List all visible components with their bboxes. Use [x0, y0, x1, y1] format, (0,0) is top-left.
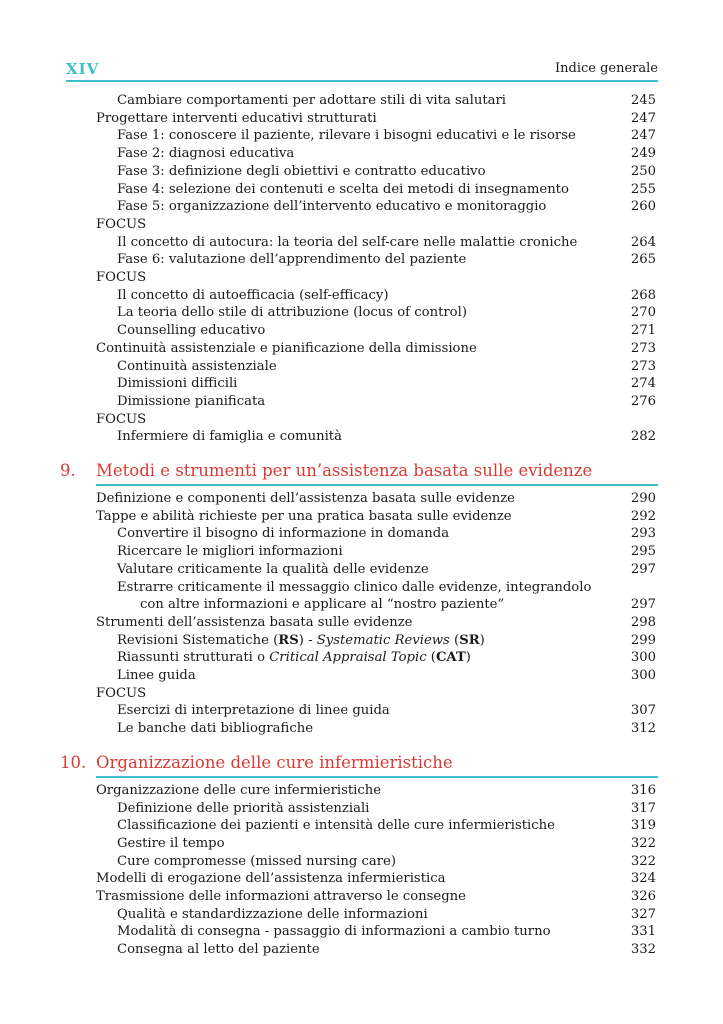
toc-page-number: 319	[630, 818, 656, 834]
toc-entry-title: Fase 4: selezione dei contenuti e scelta dei metodi di insegnamento	[117, 181, 569, 197]
toc-page-number: 307	[630, 703, 656, 719]
toc-entry-title: Trasmissione delle informazioni attraverso le consegne	[96, 889, 466, 904]
toc-entry-title: Fase 5: organizzazione dell’intervento educativo e monitoraggio	[117, 199, 547, 215]
toc-entry-title: Ricercare le migliori informazioni	[117, 544, 343, 560]
toc-entry-title: Dimissioni difficili	[117, 376, 238, 392]
toc-page-number: 298	[630, 614, 656, 630]
toc-page-number: 268	[630, 287, 656, 303]
toc-entry[interactable]	[0, 853, 723, 870]
toc-page-number: 331	[630, 924, 656, 940]
toc-page-number: 317	[630, 800, 656, 816]
toc-entry-title: Fase 2: diagnosi educativa	[117, 146, 295, 162]
toc-entry-title: Fase 1: conoscere il paziente, rilevare i bisogni educativi e le risorse	[117, 128, 576, 144]
toc-entry[interactable]	[0, 358, 723, 375]
toc-entry[interactable]	[0, 287, 723, 304]
running-title: Indice generale	[555, 61, 658, 76]
toc-entry-title: FOCUS	[96, 216, 147, 232]
toc-entry[interactable]	[0, 322, 723, 339]
toc-entry[interactable]	[0, 508, 723, 525]
toc-entry-title: Revisioni Sistematiche (RS) - Systematic Reviews (SR)	[117, 632, 485, 648]
toc-entry[interactable]	[0, 596, 723, 613]
toc-page-number: 273	[630, 358, 656, 374]
toc-entry-title: Definizione delle priorità assistenziali	[117, 800, 370, 816]
toc-entry-title: FOCUS	[96, 411, 147, 427]
toc-entry-title: Progettare interventi educativi strutturati	[96, 110, 377, 126]
page-header	[66, 60, 658, 80]
toc-page-number: 297	[630, 561, 656, 577]
toc-entry[interactable]	[0, 702, 723, 719]
toc-page-number: 245	[630, 93, 656, 108]
toc-entry[interactable]	[0, 145, 723, 162]
header-rule	[66, 80, 658, 82]
toc-page-number: 293	[630, 526, 656, 542]
toc-entry[interactable]	[0, 906, 723, 923]
toc-page-number: 326	[630, 889, 656, 904]
toc-entry-title: Fase 6: valutazione dell’apprendimento del paziente	[117, 252, 467, 268]
toc-entry[interactable]	[0, 561, 723, 578]
chapter-title: Metodi e strumenti per un’assistenza basata sulle evidenze	[96, 461, 593, 480]
toc-entry[interactable]	[0, 614, 723, 631]
toc-entry-title: Continuità assistenziale	[117, 358, 277, 374]
toc-entry-title: Counselling educativo	[117, 323, 266, 339]
toc-entry-title: FOCUS	[96, 685, 147, 701]
toc-page-number: 324	[630, 871, 656, 887]
toc-entry-title: Dimissione pianificata	[117, 393, 266, 409]
toc-entry-title: Modelli di erogazione dell’assistenza infermieristica	[96, 871, 446, 887]
toc-entry[interactable]	[0, 340, 723, 357]
toc-page-number: 300	[630, 668, 656, 683]
chapter-number: 10.	[60, 752, 87, 772]
toc-entry-title: Riassunti strutturati o Critical Appraisal Topic (CAT)	[117, 650, 471, 666]
chapter-heading	[0, 752, 723, 774]
toc-entry-title: Linee guida	[117, 668, 196, 683]
toc-entry[interactable]	[0, 375, 723, 392]
toc-page-number: 332	[630, 942, 656, 958]
toc-entry[interactable]	[0, 490, 723, 507]
toc-entry-title: Gestire il tempo	[117, 835, 225, 851]
toc-entry[interactable]	[0, 110, 723, 127]
toc-page-number: 276	[630, 393, 656, 409]
toc-page-number: 274	[630, 376, 656, 392]
toc-entry-title: Definizione e componenti dell’assistenza basata sulle evidenze	[96, 491, 515, 506]
toc-entry[interactable]	[0, 667, 723, 684]
toc-entry-title: con altre informazioni e applicare al “nostro paziente”	[140, 597, 505, 613]
toc-page-number: 327	[630, 906, 656, 922]
toc-page-number: 264	[630, 234, 656, 250]
toc-entry[interactable]	[0, 525, 723, 542]
toc-entry-title: FOCUS	[96, 270, 147, 285]
toc-page-number: 322	[630, 835, 656, 851]
toc-entry-title: Valutare criticamente la qualità delle evidenze	[117, 561, 429, 577]
toc-entry-title: Classificazione dei pazienti e intensità delle cure infermieristiche	[117, 818, 555, 834]
toc-page-number: 271	[630, 323, 656, 339]
toc-page-number: 250	[630, 163, 656, 179]
toc-entry[interactable]	[0, 888, 723, 905]
toc-entry[interactable]	[0, 800, 723, 817]
toc-entry-title: Il concetto di autocura: la teoria del self-care nelle malattie croniche	[117, 234, 578, 250]
toc-entry-title: Cambiare comportamenti per adottare stili di vita salutari	[117, 93, 507, 108]
toc-entry-title: Consegna al letto del paziente	[117, 942, 320, 958]
toc-page-number: 290	[630, 491, 656, 506]
toc-page-number: 312	[630, 721, 656, 737]
toc-entry-title: Strumenti dell’assistenza basata sulle evidenze	[96, 614, 413, 630]
chapter-rule	[96, 484, 658, 486]
toc-entry-title: Infermiere di famiglia e comunità	[117, 429, 342, 445]
toc-entry[interactable]	[0, 870, 723, 887]
toc-entry[interactable]	[0, 543, 723, 560]
toc-page-number: 249	[630, 146, 656, 162]
toc-page-number: 260	[630, 199, 656, 215]
toc-page-number: 297	[630, 597, 656, 613]
chapter-heading	[0, 460, 723, 482]
toc-entry[interactable]	[0, 163, 723, 180]
toc-page-number: 247	[630, 110, 656, 126]
toc-page-number: 299	[630, 632, 656, 648]
toc-entry-title: Esercizi di interpretazione di linee guida	[117, 703, 390, 719]
toc-page-number: 282	[630, 429, 656, 445]
toc-entry-title: Cure compromesse (missed nursing care)	[117, 853, 396, 869]
toc-entry[interactable]	[0, 923, 723, 940]
toc-entry[interactable]	[0, 632, 723, 649]
chapter-title: Organizzazione delle cure infermieristiche	[96, 752, 453, 772]
toc-page-number: 300	[630, 650, 656, 666]
toc-entry-title: Tappe e abilità richieste per una pratica basata sulle evidenze	[96, 508, 512, 524]
toc-entry-title: Estrarre criticamente il messaggio clinico dalle evidenze, integrandolo	[117, 579, 592, 595]
toc-entry-title: Le banche dati bibliografiche	[117, 721, 314, 737]
toc-page-number: 247	[630, 128, 656, 144]
focus-label	[0, 411, 723, 428]
toc-entry-title: Convertire il bisogno di informazione in domanda	[117, 526, 450, 542]
toc-entry[interactable]	[0, 92, 723, 109]
toc-page-number: 255	[630, 181, 656, 197]
toc-entry-title: La teoria dello stile di attribuzione (locus of control)	[117, 305, 467, 321]
toc-entry[interactable]	[0, 234, 723, 251]
toc-entry-title: Modalità di consegna - passaggio di informazioni a cambio turno	[117, 924, 551, 940]
toc-entry[interactable]	[0, 251, 723, 268]
toc-page-number: 273	[630, 340, 656, 356]
toc-entry-title: Continuità assistenziale e pianificazione della dimissione	[96, 340, 477, 356]
toc-entry[interactable]	[0, 393, 723, 410]
toc-entry[interactable]	[0, 181, 723, 198]
toc-entry[interactable]	[0, 941, 723, 958]
toc-entry[interactable]	[0, 127, 723, 144]
focus-label	[0, 269, 723, 286]
toc-page-number: 295	[630, 544, 656, 560]
toc-page-number: 270	[630, 305, 656, 321]
page-number: XIV	[66, 60, 100, 78]
toc-page-number: 316	[630, 782, 656, 798]
toc-entry[interactable]	[0, 817, 723, 834]
toc-page-number: 322	[630, 853, 656, 869]
toc-entry-title: Qualità e standardizzazione delle informazioni	[117, 906, 428, 922]
toc-entry[interactable]	[0, 304, 723, 321]
toc-entry-title: Il concetto di autoefficacia (self-efficacy)	[117, 287, 389, 303]
focus-label	[0, 216, 723, 233]
toc-entry[interactable]	[0, 720, 723, 737]
toc-entry-title: Fase 3: definizione degli obiettivi e contratto educativo	[117, 163, 486, 179]
toc-entry[interactable]	[0, 428, 723, 445]
toc-entry-title: Organizzazione delle cure infermieristiche	[96, 782, 382, 798]
toc-page-number: 292	[630, 508, 656, 524]
toc-entry[interactable]	[0, 835, 723, 852]
chapter-number: 9.	[60, 461, 76, 480]
focus-label	[0, 685, 723, 702]
toc-entry[interactable]	[0, 782, 723, 799]
toc-entry[interactable]	[0, 649, 723, 666]
toc-entry	[0, 579, 723, 596]
toc-entry[interactable]	[0, 198, 723, 215]
toc-page-number: 265	[630, 252, 656, 268]
chapter-rule	[96, 776, 658, 778]
